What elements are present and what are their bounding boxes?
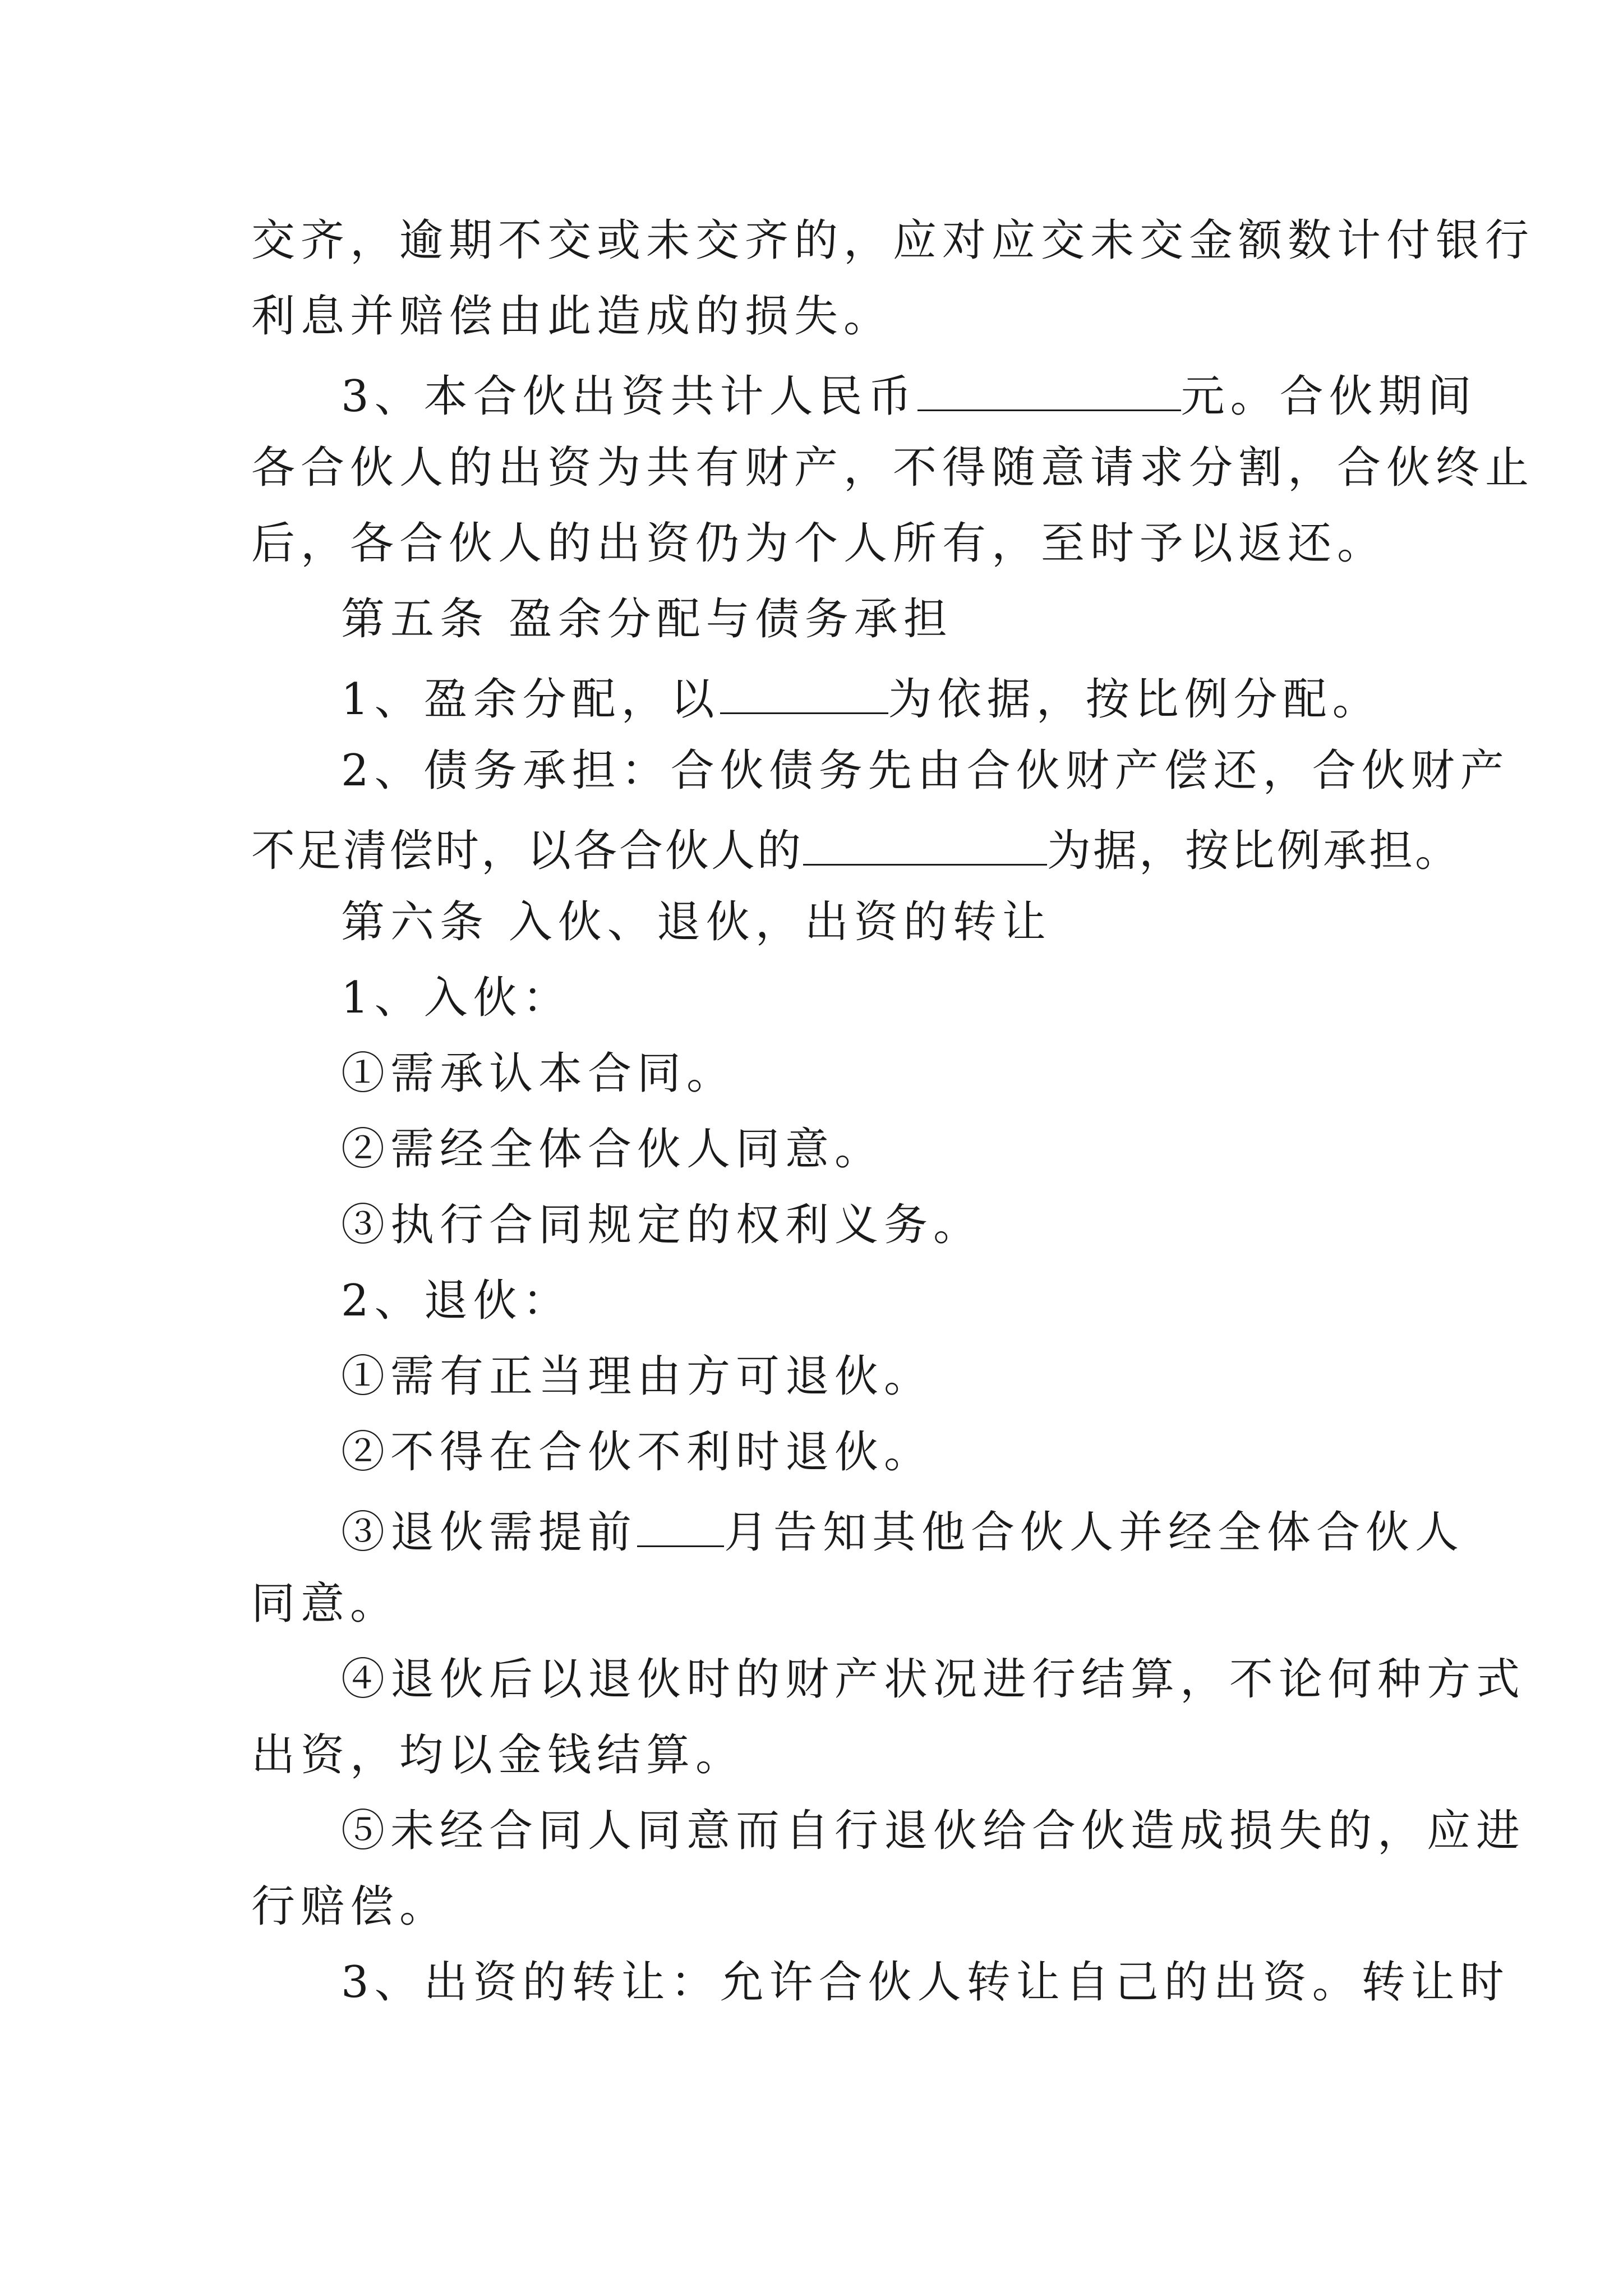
paragraph-line: 行赔偿。 [251,1881,449,1932]
paragraph-line: 后，各合伙人的出资仍为个人所有，至时予以返还。 [251,518,1387,569]
list-item: ③执行合同规定的权利义务。 [341,1200,983,1250]
paragraph-line: 不足清偿时，以各合伙人的 为据，按比例承担。 [251,825,1461,873]
clause-debt-bearing: 2、债务承担：合伙债务先由合伙财产偿还，合伙财产 [341,746,1510,796]
fill-blank-ratio [803,825,1047,866]
article-6-heading: 第六条 入伙、退伙，出资的转让 [341,897,1052,947]
fill-blank-months [637,1506,724,1547]
paragraph-line: 交齐，逾期不交或未交齐的，应对应交未交金额数计付银行 [251,215,1535,266]
list-item: ①需有正当理由方可退伙。 [341,1351,934,1402]
clause-profit-distribution: 1、盈余分配，以 为依据，按比例分配。 [341,673,1382,721]
paragraph-line: 同意。 [251,1579,400,1629]
list-item: ③退伙需提前 月告知其他合伙人并经全体合伙人 [341,1506,1464,1554]
list-item: ②不得在合伙不利时退伙。 [341,1427,934,1478]
clause-joining: 1、入伙： [341,973,572,1023]
fill-blank-amount [917,370,1181,411]
list-item: ④退伙后以退伙时的财产状况进行结算，不论何种方式 [341,1654,1526,1705]
paragraph-line: 利息并赔偿由此造成的损失。 [251,291,893,342]
list-item: ⑤未经合同人同意而自行退伙给合伙造成损失的，应进 [341,1806,1526,1856]
article-5-heading: 第五条 盈余分配与债务承担 [341,594,953,645]
list-item: ②需经全体合伙人同意。 [341,1124,884,1175]
clause-total-capital: 3、本合伙出资共计人民币 元。合伙期间 [341,370,1477,418]
list-item: ①需承认本合同。 [341,1048,736,1099]
paragraph-line: 各合伙人的出资为共有财产，不得随意请求分割，合伙终止 [251,443,1535,493]
fill-blank-basis [720,673,888,714]
paragraph-line: 出资，均以金钱结算。 [251,1730,745,1780]
clause-withdrawal: 2、退伙： [341,1276,572,1326]
clause-capital-transfer: 3、出资的转让：允许合伙人转让自己的出资。转让时 [341,1957,1510,2008]
